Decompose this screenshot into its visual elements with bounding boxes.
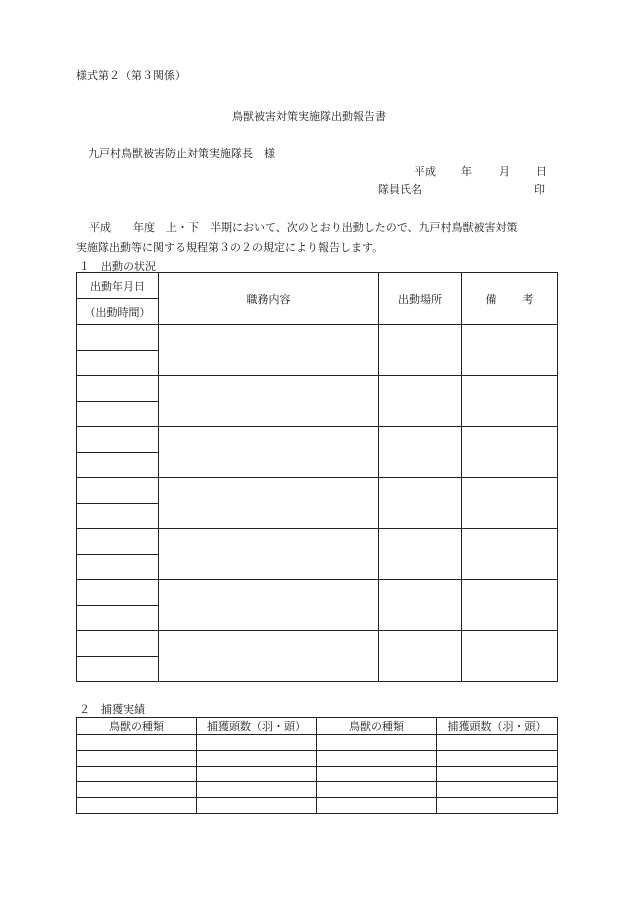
count-cell[interactable] [197,766,317,782]
time-cell[interactable] [77,605,159,631]
form-number: 様式第２（第３関係） [76,69,186,82]
remarks-cell[interactable] [462,631,558,682]
date-cell[interactable] [77,478,159,504]
count-cell[interactable] [437,782,558,798]
header-place: 出動場所 [379,273,462,325]
count-cell[interactable] [197,735,317,751]
dispatch-status-table [76,272,558,682]
header-species-2: 鳥獣の種類 [317,718,437,735]
date-year: 年 [461,165,472,178]
member-name-label: 隊員氏名 [378,183,422,196]
date-cell[interactable] [77,529,159,555]
remarks-cell[interactable] [462,478,558,529]
duty-cell[interactable] [159,325,379,376]
time-cell[interactable] [77,452,159,478]
duty-cell[interactable] [159,529,379,580]
remarks-cell[interactable] [462,376,558,427]
document-title: 鳥獣被害対策実施隊出動報告書 [232,110,386,123]
species-cell[interactable] [77,766,197,782]
species-cell[interactable] [77,798,197,814]
body-text-line2: 実施隊出動等に関する規程第３の２の規定により報告します。 [76,241,384,254]
duty-cell[interactable] [159,427,379,478]
remarks-cell[interactable] [462,427,558,478]
header-remarks-b: 考 [522,292,534,306]
header-species-1: 鳥獣の種類 [77,718,197,735]
section2-heading: ２ 捕獲実績 [79,703,145,716]
count-cell[interactable] [437,798,558,814]
header-count-2: 捕獲頭数（羽・頭） [437,718,558,735]
place-cell[interactable] [379,529,462,580]
time-cell[interactable] [77,401,159,427]
duty-cell[interactable] [159,478,379,529]
species-cell[interactable] [317,766,437,782]
header-remarks-a: 備 [485,292,497,306]
count-cell[interactable] [437,766,558,782]
remarks-cell[interactable] [462,529,558,580]
header-dispatch-date: 出動年月日 [77,273,159,299]
time-cell[interactable] [77,656,159,682]
species-cell[interactable] [317,750,437,766]
date-cell[interactable] [77,580,159,606]
addressee: 九戸村鳥獣被害防止対策実施隊長 様 [88,147,275,160]
date-cell[interactable] [77,631,159,657]
header-duty: 職務内容 [159,273,379,325]
duty-cell[interactable] [159,580,379,631]
duty-cell[interactable] [159,376,379,427]
place-cell[interactable] [379,325,462,376]
remarks-cell[interactable] [462,580,558,631]
species-cell[interactable] [317,782,437,798]
count-cell[interactable] [197,750,317,766]
time-cell[interactable] [77,350,159,376]
date-month: 月 [499,165,510,178]
time-cell[interactable] [77,503,159,529]
species-cell[interactable] [317,735,437,751]
place-cell[interactable] [379,427,462,478]
count-cell[interactable] [437,735,558,751]
section1-heading: １ 出動の状況 [79,260,156,273]
seal-mark: 印 [534,183,545,196]
count-cell[interactable] [437,750,558,766]
header-dispatch-time: （出動時間） [77,299,159,325]
species-cell[interactable] [77,735,197,751]
date-day: 日 [536,165,547,178]
body-text-line1: 平成 年度 上・下 半期において、次のとおり出動したので、九戸村鳥獣被害対策 [89,221,518,234]
count-cell[interactable] [197,782,317,798]
header-count-1: 捕獲頭数（羽・頭） [197,718,317,735]
remarks-cell[interactable] [462,325,558,376]
place-cell[interactable] [379,580,462,631]
species-cell[interactable] [77,782,197,798]
species-cell[interactable] [77,750,197,766]
count-cell[interactable] [197,798,317,814]
species-cell[interactable] [317,798,437,814]
place-cell[interactable] [379,376,462,427]
time-cell[interactable] [77,554,159,580]
date-cell[interactable] [77,325,159,351]
date-era: 平成 [414,165,436,178]
date-cell[interactable] [77,427,159,453]
duty-cell[interactable] [159,631,379,682]
date-cell[interactable] [77,376,159,402]
place-cell[interactable] [379,631,462,682]
header-remarks [462,273,558,325]
capture-results-table [76,717,558,814]
place-cell[interactable] [379,478,462,529]
